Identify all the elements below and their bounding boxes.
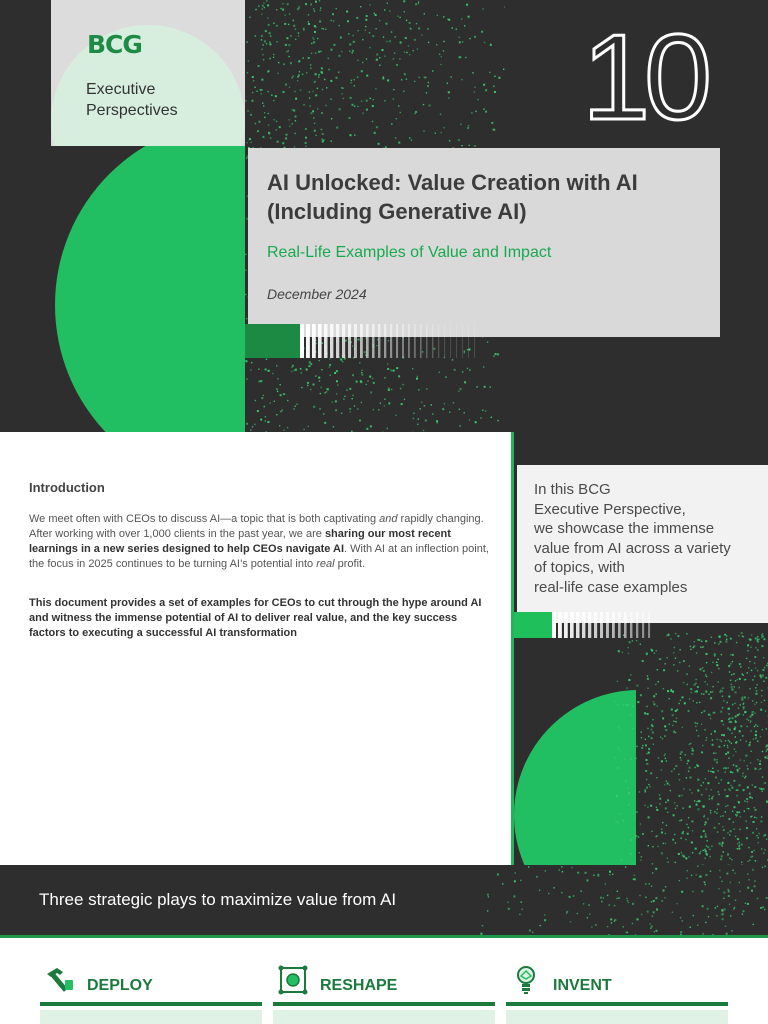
intro-text: profit. (334, 558, 366, 570)
play-label: INVENT (553, 977, 612, 994)
intro-paragraph-2: This document provides a set of examples for CEOs to cut through the hype around AI and witness the immense potential of AI to deliver real value, and the key success factors to executing a successful AI transformation (29, 597, 482, 639)
cover-date: December 2024 (267, 286, 367, 302)
title-panel (248, 148, 720, 337)
cover-title-line2: (Including Generative AI) (267, 199, 527, 224)
play-label: RESHAPE (320, 977, 398, 994)
intro-bold: sharing our most recent learnings in a new series designed to help CEOs navigate AI (29, 528, 451, 555)
green-accent-bar (245, 324, 300, 358)
cover-page (0, 0, 768, 432)
bcg-logo: BCG (87, 30, 142, 59)
banner-dot-texture (480, 865, 768, 935)
barcode-stripes (300, 324, 480, 358)
cover-subtitle: Real-Life Examples of Value and Impact (267, 244, 552, 261)
play-rule (506, 1002, 728, 1006)
target-frame-icon (276, 964, 310, 996)
sidebar-line: real-life case examples (534, 578, 688, 596)
logo-panel (51, 0, 245, 146)
intro-emphasis: and (379, 513, 398, 525)
introduction-page (0, 432, 511, 865)
plays-banner (0, 865, 768, 938)
lightbulb-icon (509, 964, 543, 996)
perspective-sidebar (511, 432, 768, 865)
sidebar-barcode-stripes (552, 612, 652, 638)
intro-emphasis: real (316, 558, 335, 570)
series-label (86, 79, 178, 121)
sidebar-line: of topics, with (534, 559, 625, 576)
sidebar-green-bar (514, 612, 552, 638)
play-reshape (273, 962, 495, 1024)
play-deploy (40, 962, 262, 1024)
intro-text: We meet often with CEOs to discuss AI—a topic that is both captivating (29, 513, 380, 525)
cover-left-mask (0, 0, 55, 432)
sidebar-dot-texture (614, 632, 768, 865)
hammer-icon (43, 964, 77, 996)
play-body (273, 1010, 495, 1024)
intro-paragraph-1 (29, 512, 494, 572)
intro-text: rapidly changing. After working with over 1,000 clients in the past year, we are (29, 513, 484, 540)
cover-title (267, 168, 707, 226)
series-label-line1: Executive (86, 81, 156, 98)
sidebar-line: we showcase the immense (534, 520, 715, 537)
play-rule (273, 1002, 495, 1006)
sidebar-line: Executive Perspective, (534, 500, 686, 518)
cover-title-line1: AI Unlocked: Value Creation with AI (267, 170, 638, 195)
play-invent (506, 962, 728, 1024)
play-label: DEPLOY (87, 977, 153, 994)
intro-text: . With AI at an inflection point, the focus in 2025 continues to be turning AI’s potential into (29, 543, 489, 570)
plays-title: Three strategic plays to maximize value from AI (39, 890, 397, 909)
play-rule (40, 1002, 262, 1006)
sidebar-line: value from AI across a variety (534, 539, 731, 557)
play-body (506, 1010, 728, 1024)
sidebar-text-box (517, 465, 768, 623)
sidebar-line: In this BCG (534, 481, 611, 498)
series-label-line2: Perspectives (86, 102, 178, 119)
play-body (40, 1010, 262, 1024)
intro-heading: Introduction (29, 480, 105, 495)
sidebar-text (534, 480, 759, 597)
issue-number: 10 (582, 9, 706, 145)
